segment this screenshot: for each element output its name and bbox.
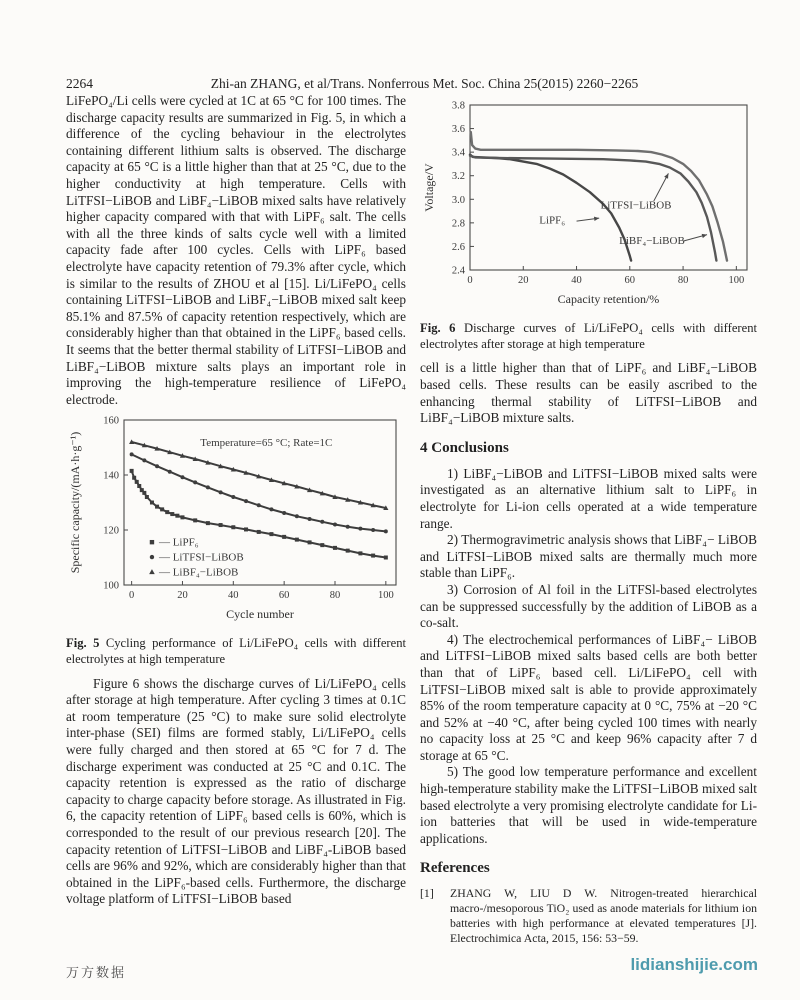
svg-text:160: 160 xyxy=(103,415,119,427)
svg-text:100: 100 xyxy=(103,580,119,592)
fig5-caption-label: Fig. 5 xyxy=(66,636,100,651)
fig5-svg xyxy=(66,413,408,627)
svg-text:80: 80 xyxy=(677,275,689,286)
left-column xyxy=(66,93,406,908)
svg-text:40: 40 xyxy=(571,275,582,286)
conclusion-item: 4) The electrochemical performances of LiBF₄− LiBOB and LiTFSI−LiBOB mixed salts based cells are both better than that of LiPF₆ based cell. Li/LiFePO₄ cell with LiTFSI−LiBOB mixed salt is able to provide approximately 85% of the room temperature capacity at 0 °C, 75% at −20 °C and 52% at −40 °C, after being cycled 100 times with nearly no capacity loss at 25 °C and keep 96% capacity after 7 d storage at 65 °C. xyxy=(420,631,757,763)
reference-entry xyxy=(420,886,757,945)
svg-text:20: 20 xyxy=(518,275,529,286)
svg-text:Temperature=65 °C; Rate=1C: Temperature=65 °C; Rate=1C xyxy=(200,437,333,450)
svg-text:140: 140 xyxy=(103,470,119,482)
svg-text:20: 20 xyxy=(177,590,188,602)
running-title: Zhi-an ZHANG, et al/Trans. Nonferrous Met. Soc. China 25(2015) 2260−2265 xyxy=(210,76,639,91)
reference-number: [1] xyxy=(420,886,434,901)
right-column xyxy=(420,98,757,946)
svg-text:LiBF₄−LiBOB: LiBF₄−LiBOB xyxy=(619,235,685,248)
svg-text:3.0: 3.0 xyxy=(451,194,465,206)
fig6-svg xyxy=(420,98,758,312)
fig6-caption-label: Fig. 6 xyxy=(420,321,456,335)
svg-text:2.4: 2.4 xyxy=(451,265,465,277)
page-number: 2264 xyxy=(66,76,93,91)
fig5-caption-text: Cycling performance of Li/LiFePO₄ cells with different electrolytes at high temperature xyxy=(66,636,406,667)
svg-text:Capacity retention/%: Capacity retention/% xyxy=(557,292,660,306)
svg-text:— LiPF₆: — LiPF₆ xyxy=(158,536,199,549)
conclusion-item: 1) LiBF₄−LiBOB and LiTFSI−LiBOB mixed salts were investigated as an alternative lithium salt to LiPF₆ in electrolyte for Li-ion cells operated at a wide temperature range. xyxy=(420,465,757,531)
svg-text:— LiTFSI−LiBOB: — LiTFSI−LiBOB xyxy=(158,551,244,564)
fig6-chart xyxy=(420,98,757,317)
fig5-caption xyxy=(66,635,406,667)
svg-text:Voltage/V: Voltage/V xyxy=(422,163,436,212)
paragraph: LiFePO₄/Li cells were cycled at 1C at 65 °C for 100 times. The discharge capacity results are summarized in Fig. 5, in which a difference of the cycling behaviour in the electrolytes containing different lithium salts is observed. The discharge capacity at 65 °C is a little higher than that at 25 °C, due to the higher conductivity at high temperature. Cells with LiTFSI−LiBOB and LiBF₄−LiBOB mixed salts have relatively higher capacity compared with that with LiPF₆ salt. The cells with all the three kinds of salts cycle well with a limited capacity fade after 100 cycles. Cells with LiPF₆ based electrolyte have capacity retention of 79.3% after cycle, which is similar to the results of ZHOU et al [15]. Li/LiFePO₄ cells containing LiTFSI−LiBOB and LiBF₄−LiBOB mixed salt keep 85.1% and 87.5% of capacity retention respectively, which are considerably higher than that obtained in the LiPF₆ based cells. It seems that the better thermal stability of LiTFSI−LiBOB and LiBF₄−LiBOB mixture salts plays an important role in improving the high-temperature resilience of LiFePO₄ electrode. xyxy=(66,93,406,407)
fig6-caption-text: Discharge curves of Li/LiFePO₄ cells with different electrolytes after storage at high temperature xyxy=(420,321,757,352)
conclusions-heading: 4 Conclusions xyxy=(420,439,509,456)
svg-text:120: 120 xyxy=(103,525,119,537)
svg-text:100: 100 xyxy=(728,275,745,286)
svg-text:80: 80 xyxy=(329,590,341,602)
svg-text:2.8: 2.8 xyxy=(451,218,465,230)
svg-text:Specific capacity/(mA·h·g⁻¹): Specific capacity/(mA·h·g⁻¹) xyxy=(68,432,82,574)
svg-text:3.4: 3.4 xyxy=(451,147,465,159)
svg-text:0: 0 xyxy=(129,590,135,602)
reference-text: ZHANG W, LIU D W. Nitrogen-treated hierarchical macro-/mesoporous TiO₂ used as anode materials for lithium ion batteries with high performance at elevated temperatures [J]. Electrochimica Acta, 2015, 156: 53−59. xyxy=(450,886,757,945)
fig5-chart xyxy=(66,413,406,632)
svg-text:40: 40 xyxy=(228,590,239,602)
footer-site-link[interactable]: lidianshijie.com xyxy=(630,955,758,974)
svg-text:— LiBF₄−LiBOB: — LiBF₄−LiBOB xyxy=(158,566,239,579)
svg-text:3.6: 3.6 xyxy=(451,124,465,136)
svg-text:100: 100 xyxy=(377,590,394,602)
conclusion-item: 3) Corrosion of Al foil in the LiTFSl-based electrolytes can be suppressed successfully by the addition of LiBOB as a co-salt. xyxy=(420,581,757,631)
svg-text:3.8: 3.8 xyxy=(451,100,465,112)
watermark-wanfang: 万方数据 xyxy=(66,965,127,980)
svg-text:LiTFSI−LiBOB: LiTFSI−LiBOB xyxy=(600,199,672,212)
svg-text:0: 0 xyxy=(467,275,473,286)
paragraph: cell is a little higher than that of LiPF₆ and LiBF₄−LiBOB based cells. These results can be easily ascribed to the enhancing thermal stability of LiTFSI−LiBOB and LiBF₄−LiBOB mixture salts. xyxy=(420,360,757,426)
svg-text:60: 60 xyxy=(624,275,636,286)
paragraph: Figure 6 shows the discharge curves of Li/LiFePO₄ cells after storage at high temperature. After cycling 3 times at 0.1C at room temperature (25 °C) to make sure solid electrolyte inter-phase (SEI) films are formed stably, Li/LiFePO₄ cells were fully charged and then stored at 65 °C for 7 d. The discharge experiment was conducted at 25 °C and 0.1C. The capacity retention is expressed as the ratio of discharge capacity to charge capacity before storage. As illustrated in Fig. 6, the capacity retention of LiPF₆ based cells is 60%, which is corresponded to the result of our previous research [20]. The capacity retention of LiTFSI−LiBOB and LiBF₄-LiBOB based cells are 96% and 92%, which are considerably higher than that obtained in the LiPF₆-based cells. Furthermore, the discharge voltage platform of LiTFSI−LiBOB based xyxy=(66,675,406,907)
references-heading: References xyxy=(420,860,490,877)
page-header xyxy=(66,76,756,92)
fig6-caption xyxy=(420,320,757,352)
svg-text:60: 60 xyxy=(278,590,290,602)
svg-text:2.6: 2.6 xyxy=(451,241,465,253)
conclusion-item: 2) Thermogravimetric analysis shows that LiBF₄− LiBOB and LiTFSI−LiBOB mixed salts are thermally much more stable than LiPF₆. xyxy=(420,532,757,581)
svg-text:3.2: 3.2 xyxy=(451,171,465,183)
conclusion-item: 5) The good low temperature performance and excellent high-temperature stability make the LiTFSI−LiBOB mixed salt based electrolyte a very promising electrolyte candidate for Li-ion batteries that will be used in wide-temperature applications. xyxy=(420,764,757,846)
svg-text:Cycle number: Cycle number xyxy=(226,607,294,622)
svg-text:LiPF₆: LiPF₆ xyxy=(539,214,566,227)
